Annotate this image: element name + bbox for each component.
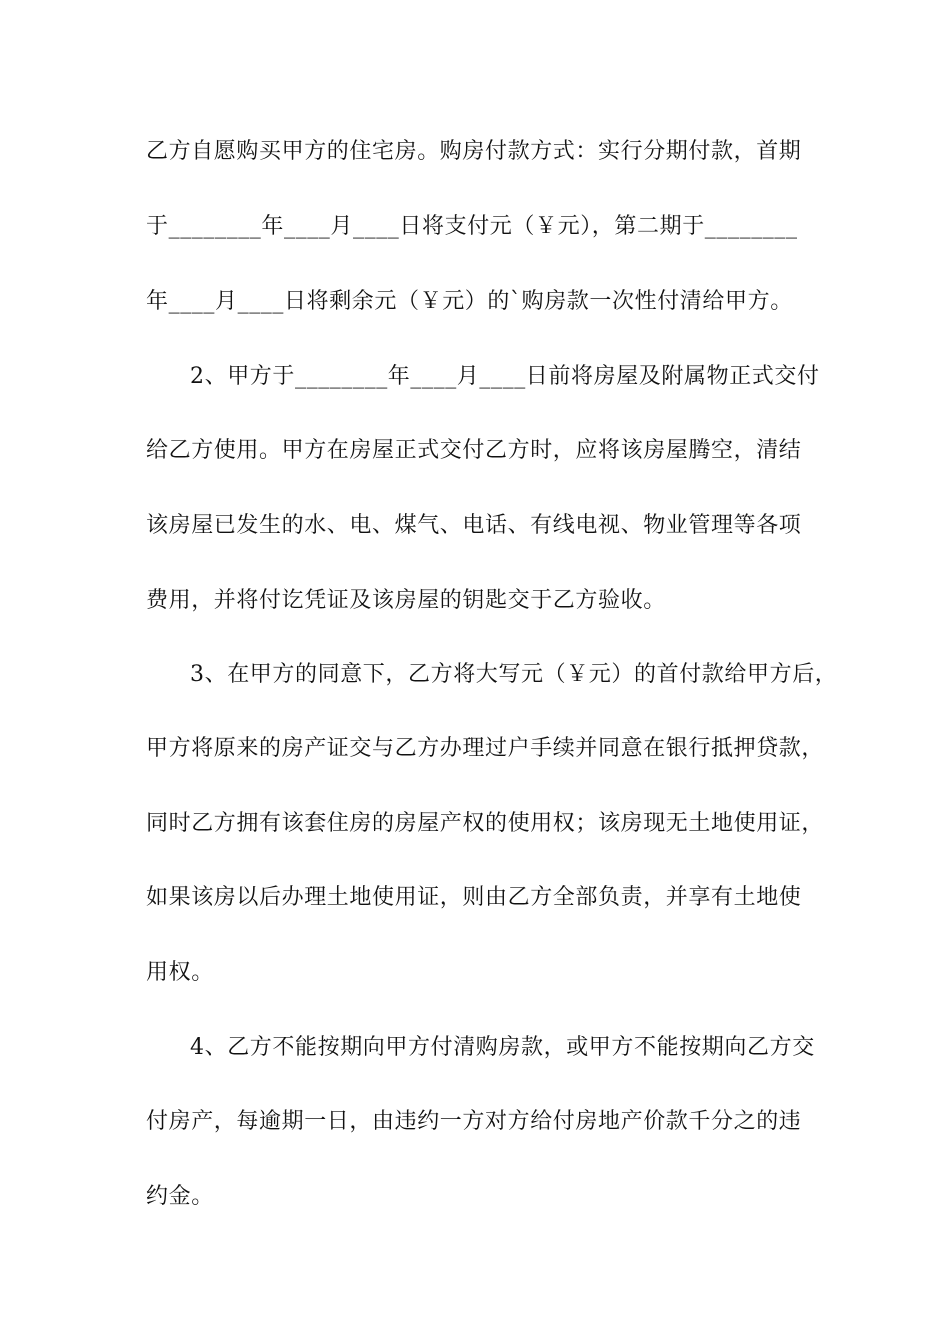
paragraph-2-line-4: 费用，并将付讫凭证及该房屋的钥匙交于乙方验收。 <box>146 588 666 613</box>
paragraph-2-line-3: 该房屋已发生的水、电、煤气、电话、有线电视、物业管理等各项 <box>146 513 802 538</box>
paragraph-1-line-1: 乙方自愿购买甲方的住宅房。购房付款方式：实行分期付款，首期 <box>146 139 802 164</box>
paragraph-4-line-3: 约金。 <box>146 1184 214 1209</box>
paragraph-2-line-1: 2、甲方于________年____月____日前将房屋及附属物正式交付 <box>190 364 820 389</box>
paragraph-3-line-2: 甲方将原来的房产证交与乙方办理过户手续并同意在银行抵押贷款， <box>146 736 825 761</box>
paragraph-3-line-3: 同时乙方拥有该套住房的房屋产权的使用权；该房现无土地使用证， <box>146 811 825 836</box>
paragraph-2-line-2: 给乙方使用。甲方在房屋正式交付乙方时，应将该房屋腾空，清结 <box>146 438 802 463</box>
paragraph-4-line-2: 付房产，每逾期一日，由违约一方对方给付房地产价款千分之的违 <box>146 1109 802 1134</box>
paragraph-1-line-2: 于________年____月____日将支付元（￥元），第二期于________ <box>146 214 798 239</box>
paragraph-4-line-1: 4、乙方不能按期向甲方付清购房款，或甲方不能按期向乙方交 <box>190 1035 815 1060</box>
paragraph-1-line-3: 年____月____日将剩余元（￥元）的`购房款一次性付清给甲方。 <box>146 289 793 314</box>
paragraph-3-line-4: 如果该房以后办理土地使用证，则由乙方全部负责，并享有土地使 <box>146 885 802 910</box>
paragraph-3-line-1: 3、在甲方的同意下，乙方将大写元（￥元）的首付款给甲方后， <box>190 662 838 687</box>
paragraph-3-line-5: 用权。 <box>146 960 214 985</box>
